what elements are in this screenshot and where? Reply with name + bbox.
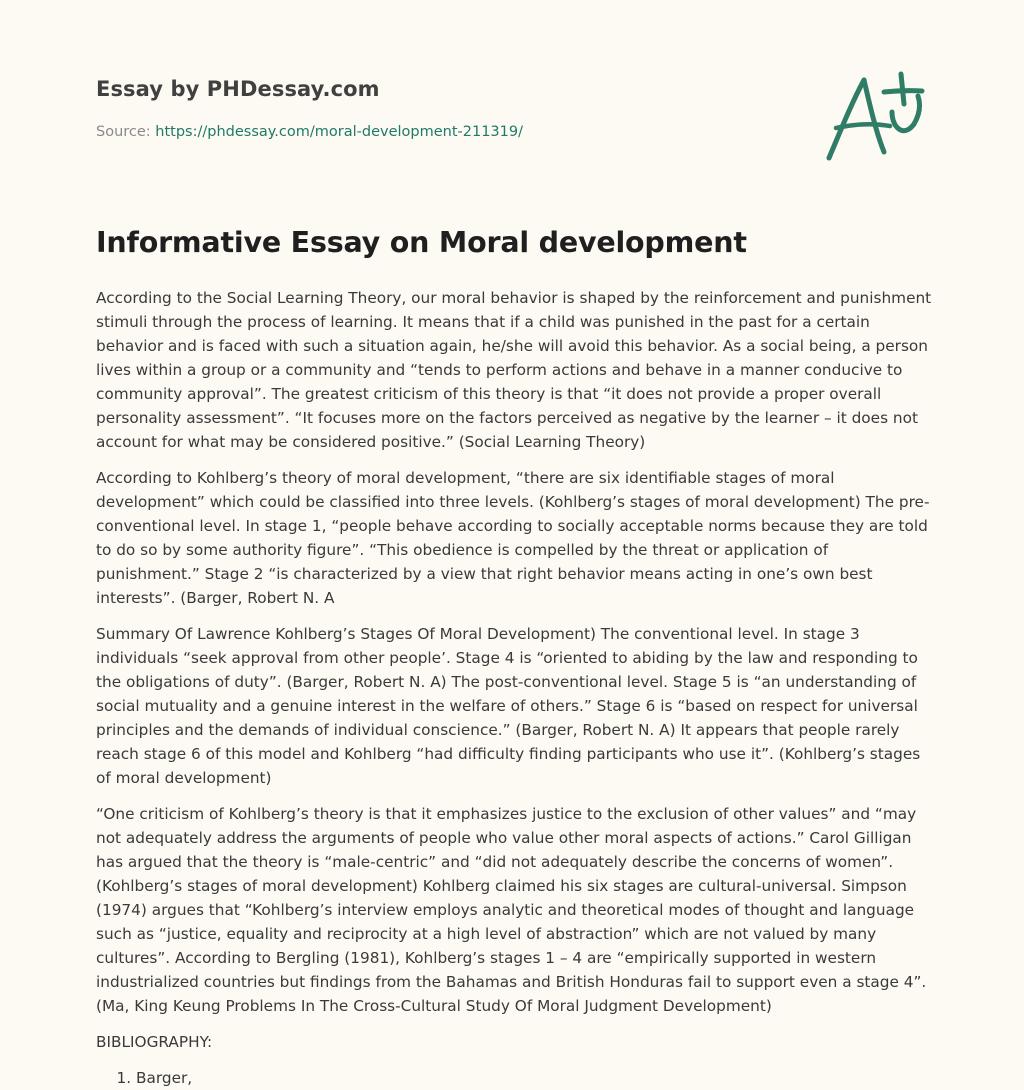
essay-title: Informative Essay on Moral development: [96, 226, 747, 259]
essay-body: [96, 286, 932, 1090]
bibliography-heading: BIBLIOGRAPHY:: [96, 1033, 213, 1051]
essay-paragraph: “One criticism of Kohlberg’s theory is that it emphasizes justice to the exclusion of other values” and “may not adequately address the arguments of people who value other moral aspects of actions.” Carol Gilligan has argued that the theory is “male-centric” and “did not adequately describe the concerns of women”. (Kohlberg’s stages of moral development) Kohlberg claimed his six stages are cultural-universal. Simpson (1974) argues that “Kohlberg’s interview employs analytic and theoretical modes of thought and language such as “justice, equality and reciprocity at a high level of abstraction” which are not valued by many cultures”. According to Bergling (1981), Kohlberg’s stages 1 – 4 are “empirically supported in western industrialized countries but findings from the Bahamas and British Honduras fail to support even a stage 4”. (Ma, King Keung Problems In The Cross-Cultural Study Of Moral Judgment Development): [96, 805, 927, 1015]
bibliography-list: [96, 1066, 932, 1090]
source-label: Source:: [96, 124, 151, 140]
essay-paragraph: According to the Social Learning Theory, our moral behavior is shaped by the reinforcement and punishment stimuli through the process of learning. It means that if a child was punished in the past for a certain behavior and is faced with such a situation again, he/she will avoid this behavior. As a social being, a person lives within a group or a community and “tends to perform actions and behave in a manner conducive to community approval”. The greatest criticism of this theory is that “it does not provide a proper overall personality assessment”. “It focuses more on the factors perceived as negative by the learner – it does not account for what may be considered positive.” (Social Learning Theory): [96, 289, 932, 451]
brand-title: Essay by PHDessay.com: [96, 77, 380, 101]
source-link[interactable]: https://phdessay.com/moral-development-211319/: [155, 124, 523, 140]
essay-paragraph: Summary Of Lawrence Kohlberg’s Stages Of Moral Development) The conventional level. In stage 3 individuals “seek approval from other people’. Stage 4 is “oriented to abiding by the law and responding to the obligations of duty”. (Barger, Robert N. A) The post-conventional level. Stage 5 is “an understanding of social mutuality and a genuine interest in the welfare of others.” Stage 6 is “based on respect for universal principles and the demands of individual conscience.” (Barger, Robert N. A) It appears that people rarely reach stage 6 of this model and Kohlberg “had difficulty finding participants who use it”. (Kohlberg’s stages of moral development): [96, 625, 921, 787]
bibliography-item: 1. Barger,: [136, 1066, 932, 1090]
a-plus-logo-icon: [822, 68, 928, 164]
source-line: [96, 124, 523, 140]
essay-paragraph: According to Kohlberg’s theory of moral development, “there are six identifiable stages of moral development” which could be classified into three levels. (Kohlberg’s stages of moral development) The pre-conventional level. In stage 1, “people behave according to socially acceptable norms because they are told to do so by some authority figure”. “This obedience is compelled by the threat or application of punishment.” Stage 2 “is characterized by a view that right behavior means acting in one’s own best interests”. (Barger, Robert N. A: [96, 469, 930, 607]
